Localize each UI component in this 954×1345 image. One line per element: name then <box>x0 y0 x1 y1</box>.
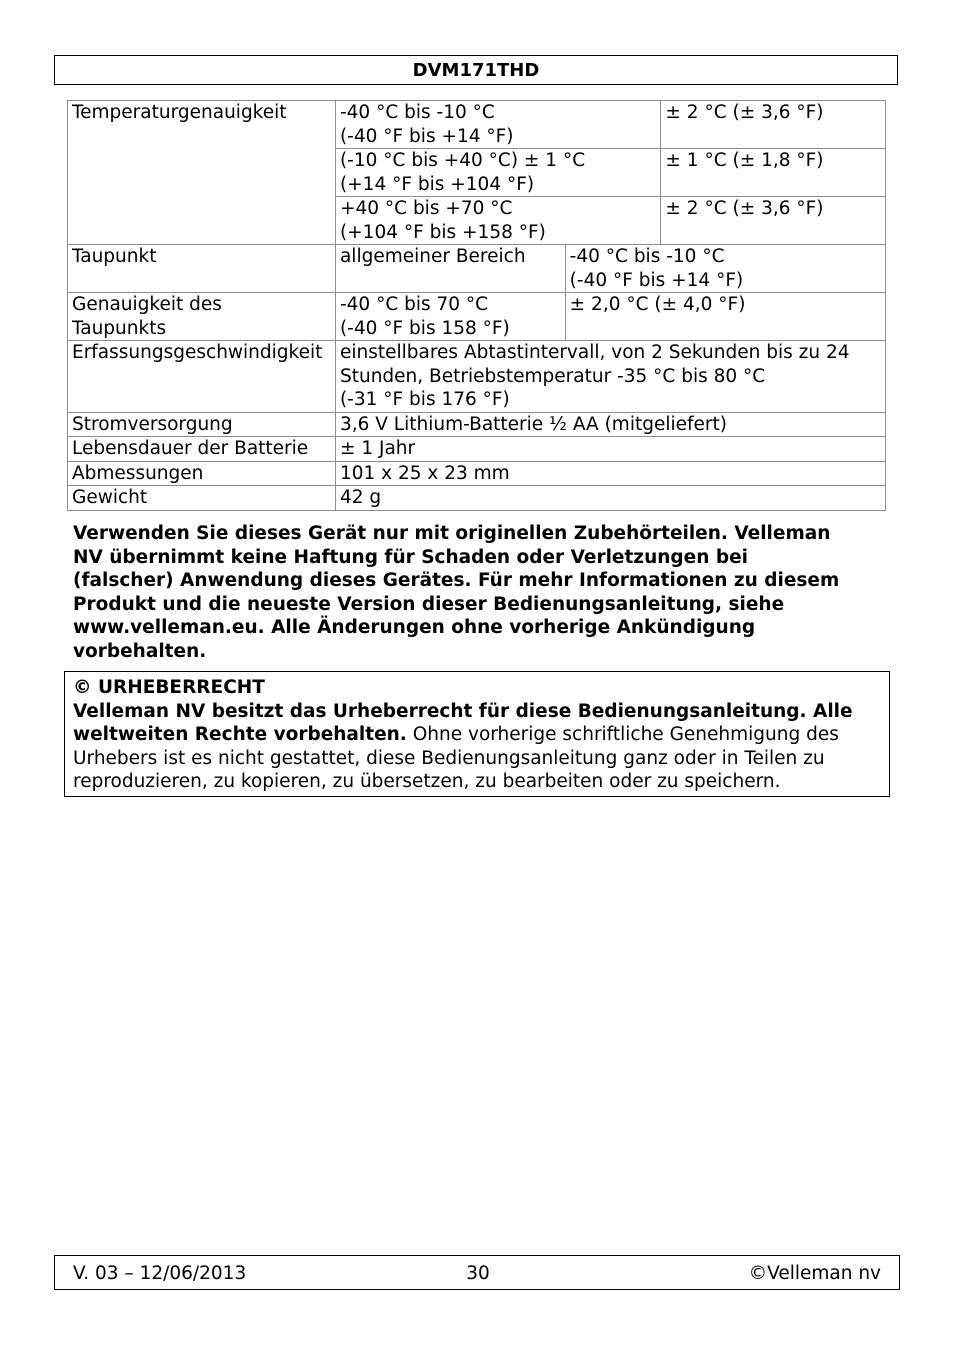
table-row <box>68 461 886 486</box>
spec-value: ± 2 °C (± 3,6 °F) <box>661 197 886 245</box>
spec-value: 42 g <box>335 486 885 511</box>
spec-label: Erfassungsgeschwindigkeit <box>68 341 336 413</box>
spec-label: Abmessungen <box>68 461 336 486</box>
spec-range: (-10 °C bis +40 °C) ± 1 °C (+14 °F bis +104 °F) <box>335 149 660 197</box>
table-row <box>68 412 886 437</box>
spec-value: ± 2 °C (± 3,6 °F) <box>661 101 886 149</box>
spec-range: allgemeiner Bereich <box>335 245 565 293</box>
version-date: V. 03 – 12/06/2013 <box>73 1263 247 1284</box>
document-header <box>54 55 898 85</box>
table-row <box>68 486 886 511</box>
spec-value: ± 1 °C (± 1,8 °F) <box>661 149 886 197</box>
spec-label: Lebensdauer der Batterie <box>68 437 336 462</box>
copyright-box: © URHEBERRECHT Velleman NV besitzt das Urheberrecht für diese Bedienungsanleitung. Alle weltweiten Rechte vorbehalten. Ohne vorherige schriftliche Genehmigung des Urhebers ist es nicht gestattet, diese Bedienungsanleitung ganz oder in Teilen zu reproduzieren, zu kopieren, zu übersetzen, zu bearbeiten oder zu speichern. <box>64 671 890 797</box>
spec-label: Stromversorgung <box>68 412 336 437</box>
footer-copyright: ©Velleman nv <box>748 1263 881 1284</box>
table-row <box>68 341 886 413</box>
document-footer <box>54 1255 900 1290</box>
specifications-table <box>67 100 886 511</box>
spec-label: Genauigkeit des Taupunkts <box>68 293 336 341</box>
spec-value: ± 1 Jahr <box>335 437 885 462</box>
table-row <box>68 245 886 293</box>
usage-notice: Verwenden Sie dieses Gerät nur mit originellen Zubehörteilen. Velleman NV übernimmt keine Haftung für Schaden oder Verletzungen bei (falscher) Anwendung dieses Gerätes. Für mehr Informationen zu diesem Produkt und die neueste Version dieser Bedienungsanleitung, siehe www.velleman.eu. Alle Änderungen ohne vorherige Ankündigung vorbehalten. <box>73 523 840 662</box>
table-row <box>68 437 886 462</box>
model-title: DVM171THD <box>412 60 540 81</box>
spec-range: +40 °C bis +70 °C (+104 °F bis +158 °F) <box>335 197 660 245</box>
table-row <box>68 293 886 341</box>
spec-value: ± 2,0 °C (± 4,0 °F) <box>565 293 885 341</box>
spec-value: 3,6 V Lithium-Batterie ½ AA (mitgeliefert) <box>335 412 885 437</box>
spec-label: Temperaturgenauigkeit <box>68 101 336 245</box>
spec-value: einstellbares Abtastintervall, von 2 Sekunden bis zu 24 Stunden, Betriebstemperatur -35 °C bis 80 °C (-31 °F bis 176 °F) <box>335 341 885 413</box>
spec-label: Taupunkt <box>68 245 336 293</box>
spec-range: -40 °C bis 70 °C (-40 °F bis 158 °F) <box>335 293 565 341</box>
copyright-title: © URHEBERRECHT <box>73 677 265 698</box>
spec-value: -40 °C bis -10 °C (-40 °F bis +14 °F) <box>565 245 885 293</box>
spec-value: 101 x 25 x 23 mm <box>335 461 885 486</box>
spec-range: -40 °C bis -10 °C (-40 °F bis +14 °F) <box>335 101 660 149</box>
page-number: 30 <box>466 1263 490 1284</box>
spec-label: Gewicht <box>68 486 336 511</box>
table-row <box>68 101 886 149</box>
